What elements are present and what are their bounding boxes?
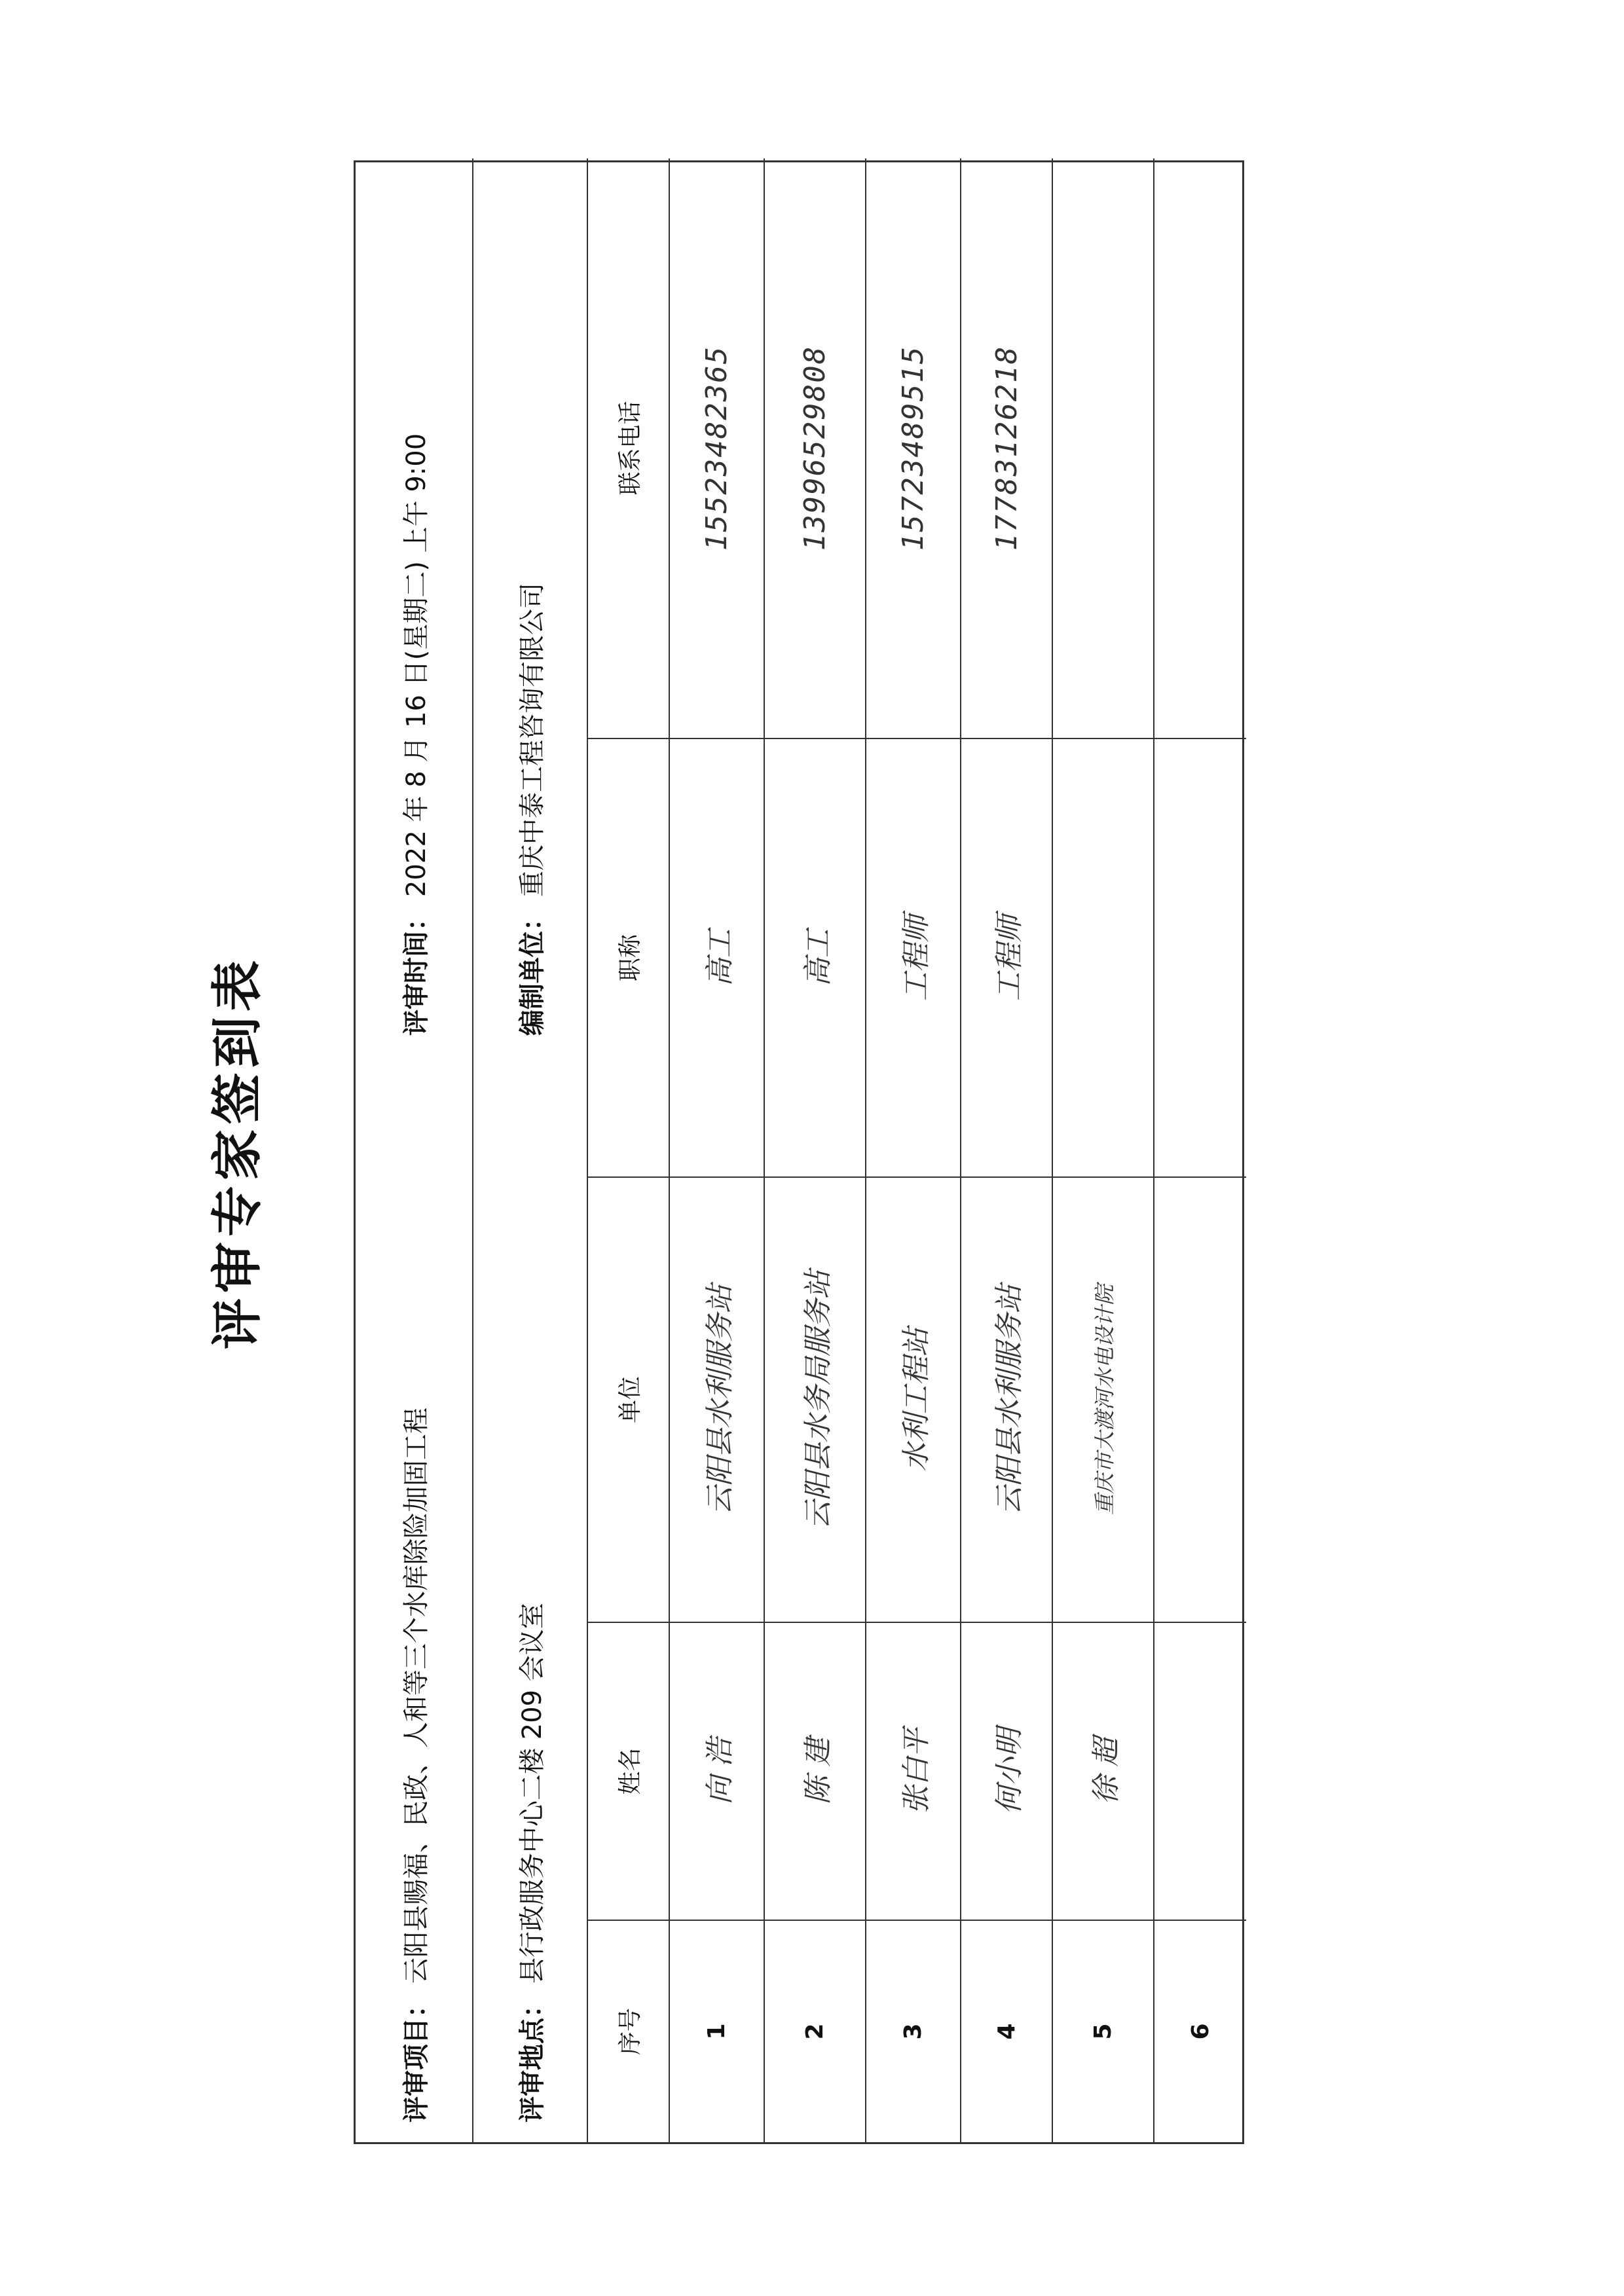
row-name-signature: 向 浩 bbox=[670, 1622, 764, 1920]
place-label: 评审地点： bbox=[517, 1992, 547, 2123]
row-unit: 水利工程站 bbox=[866, 1176, 960, 1622]
row-seq: 6 bbox=[1154, 1920, 1246, 2142]
row-unit: 云阳县水利服务站 bbox=[961, 1176, 1052, 1622]
row-unit: 重庆市大渡河水电设计院 bbox=[1053, 1176, 1153, 1622]
row-name-signature: 何小明 bbox=[961, 1622, 1052, 1920]
time-label: 评审时间： bbox=[401, 905, 432, 1036]
header-phone: 联系电话 bbox=[617, 401, 644, 496]
info-row-project bbox=[356, 158, 473, 2142]
row-phone: 17783126218 bbox=[989, 345, 1024, 551]
time-value: 2022 年 8 月 16 日(星期二) 上午 9:00 bbox=[401, 433, 432, 897]
row-phone: 13996529808 bbox=[798, 345, 832, 551]
header-name: 姓名 bbox=[588, 1622, 669, 1920]
table-row bbox=[765, 158, 866, 2142]
page-title: 评审专家签到表 bbox=[208, 955, 267, 1350]
time-field bbox=[356, 433, 472, 1036]
row-seq: 4 bbox=[961, 1920, 1052, 2142]
table-header bbox=[588, 158, 670, 2142]
table-row bbox=[670, 158, 765, 2142]
row-phone: 15523482365 bbox=[700, 345, 733, 551]
table-row bbox=[866, 158, 961, 2142]
row-unit: 云阳县水利服务站 bbox=[670, 1176, 764, 1622]
place-value: 县行政服务中心二楼 209 会议室 bbox=[517, 1603, 547, 1984]
row-name-signature: 陈 建 bbox=[765, 1622, 865, 1920]
header-unit: 单位 bbox=[588, 1176, 669, 1622]
row-name-signature: 徐 超 bbox=[1053, 1622, 1153, 1920]
org-value: 重庆中泰工程咨询有限公司 bbox=[517, 583, 547, 897]
table-row bbox=[1053, 158, 1154, 2142]
row-unit bbox=[1154, 1176, 1246, 1622]
info-row-place bbox=[473, 158, 588, 2142]
sign-in-sheet bbox=[208, 160, 1244, 2144]
org-field bbox=[473, 583, 587, 1036]
org-label: 编制单位： bbox=[517, 905, 547, 1036]
header-seq: 序号 bbox=[588, 1920, 669, 2142]
row-title bbox=[1154, 738, 1246, 1176]
row-seq: 2 bbox=[765, 1920, 865, 2142]
row-title: 工程师 bbox=[866, 738, 960, 1176]
project-label: 评审项目： bbox=[401, 1992, 432, 2123]
row-phone bbox=[1154, 158, 1246, 738]
project-value: 云阳县赐福、民政、人和等三个水库除险加固工程 bbox=[401, 1408, 432, 1984]
row-phone bbox=[1053, 158, 1153, 738]
place-field bbox=[473, 1603, 587, 2123]
table-row bbox=[961, 158, 1053, 2142]
table-row bbox=[1154, 158, 1246, 2142]
sign-in-table bbox=[354, 160, 1244, 2144]
row-title: 高工 bbox=[670, 738, 764, 1176]
row-name-signature bbox=[1154, 1622, 1246, 1920]
row-seq: 3 bbox=[866, 1920, 960, 2142]
row-title: 工程师 bbox=[961, 738, 1052, 1176]
row-name-signature: 张白平 bbox=[866, 1622, 960, 1920]
row-seq: 1 bbox=[670, 1920, 764, 2142]
row-title bbox=[1053, 738, 1153, 1176]
row-unit: 云阳县水务局服务站 bbox=[765, 1176, 865, 1622]
row-title: 高工 bbox=[765, 738, 865, 1176]
header-title: 职称 bbox=[588, 738, 669, 1176]
row-seq: 5 bbox=[1053, 1920, 1153, 2142]
project-field bbox=[356, 1408, 472, 2123]
row-phone: 15723489515 bbox=[896, 345, 930, 551]
